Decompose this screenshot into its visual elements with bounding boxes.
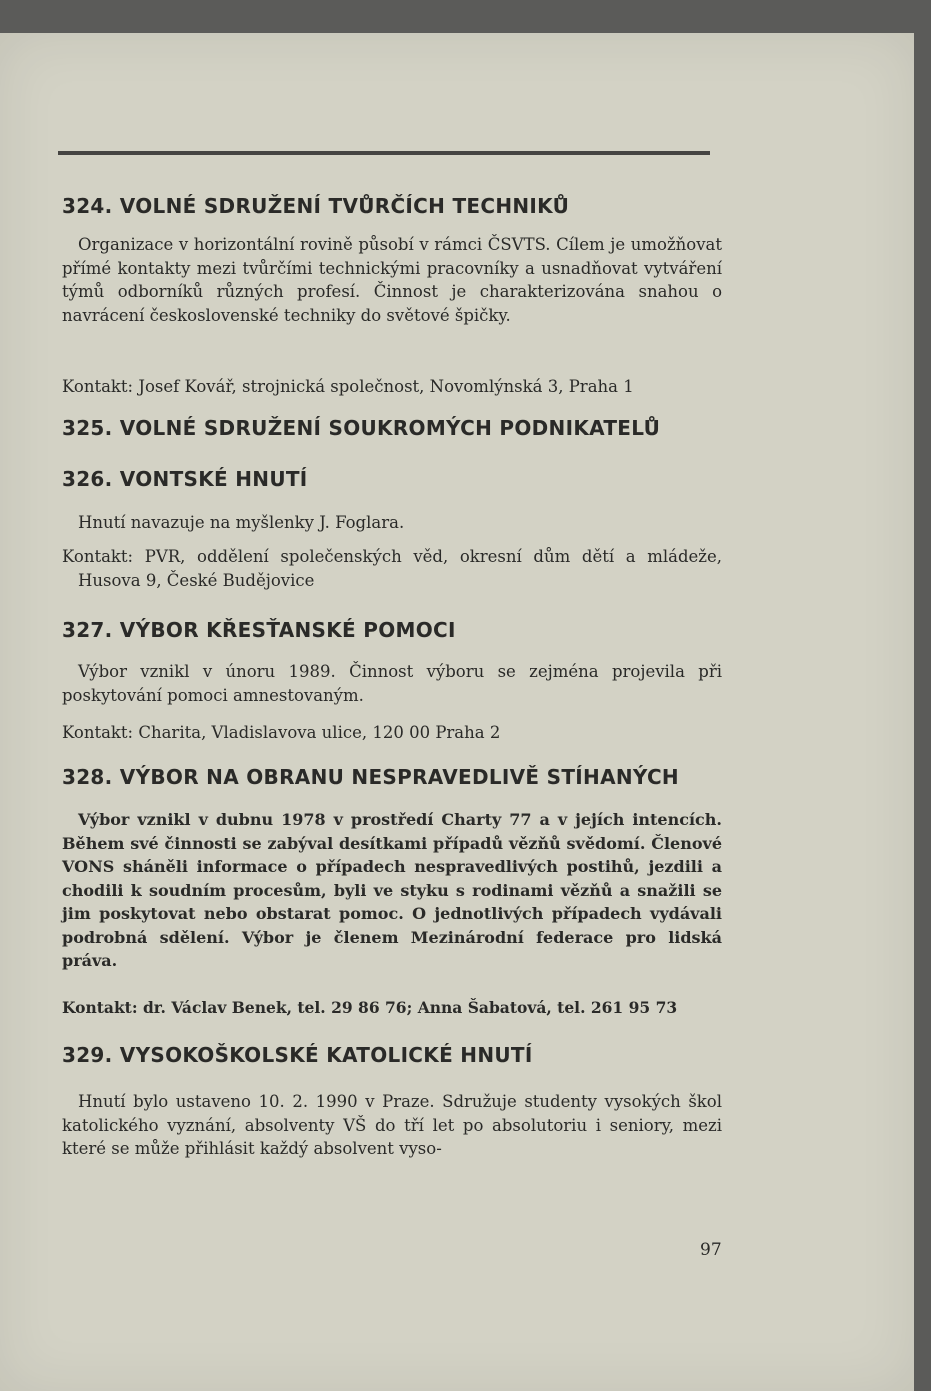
entry-327-contact: Kontakt: Charita, Vladislavova ulice, 120 00 Praha 2 [62, 723, 501, 742]
entry-328-contact: Kontakt: dr. Václav Benek, tel. 29 86 76; Anna Šabatová, tel. 261 95 73 [62, 998, 678, 1017]
entry-328-heading: 328. VÝBOR NA OBRANU NESPRAVEDLIVĚ STÍHANÝCH [62, 765, 679, 789]
top-rule [58, 151, 710, 155]
entry-324-contact: Kontakt: Josef Kovář, strojnická společnost, Novomlýnská 3, Praha 1 [62, 377, 634, 396]
entry-326-text: Hnutí navazuje na myšlenky J. Foglara. [78, 513, 405, 532]
entry-324-text: Organizace v horizontální rovině působí v rámci ČSVTS. Cílem je umožňovat přímé kontakty mezi tvůrčími technickými pracovníky a usnadňovat vytváření týmů odborníků různých profesí. Činnost je charakterizována snahou o navrácení československé techniky do světové špičky. [62, 235, 722, 325]
entry-325-heading: 325. VOLNÉ SDRUŽENÍ SOUKROMÝCH PODNIKATELŮ [62, 416, 661, 440]
entry-328-text: Výbor vznikl v dubnu 1978 v prostředí Charty 77 a v jejích intencích. Během své činnosti se zabýval desítkami případů vězňů svědomí. Členové VONS sháněli informace o případech nespravedlivých postihů, jezdili a chodili k soudním procesům, byli ve styku s rodinami vězňů a snažili se jim poskytovat nebo obstarat pomoc. O jednotlivých případech vydávali podrobná sdělení. Výbor je členem Mezinárodní federace pro lidská práva. [62, 810, 722, 970]
entry-327-text: Výbor vznikl v únoru 1989. Činnost výboru se zejména projevila při poskytování pomoci amnestovaným. [62, 662, 722, 705]
entry-326-heading: 326. VONTSKÉ HNUTÍ [62, 467, 308, 491]
entry-329-text: Hnutí bylo ustaveno 10. 2. 1990 v Praze. Sdružuje studenty vysokých škol katolického vyznání, absolventy VŠ do tří let po absolutoriu i seniory, mezi které se může přihlásit každý absolvent vyso- [62, 1092, 722, 1158]
book-page [0, 33, 914, 1391]
entry-329-heading: 329. VYSOKOŠKOLSKÉ KATOLICKÉ HNUTÍ [62, 1043, 533, 1067]
page-number: 97 [700, 1240, 722, 1260]
entry-326-contact: Kontakt: PVR, oddělení společenských věd, okresní dům dětí a mládeže, Husova 9, České Budějovice [62, 547, 722, 590]
entry-327-heading: 327. VÝBOR KŘESŤANSKÉ POMOCI [62, 618, 456, 642]
entry-324-heading: 324. VOLNÉ SDRUŽENÍ TVŮRČÍCH TECHNIKŮ [62, 194, 570, 218]
